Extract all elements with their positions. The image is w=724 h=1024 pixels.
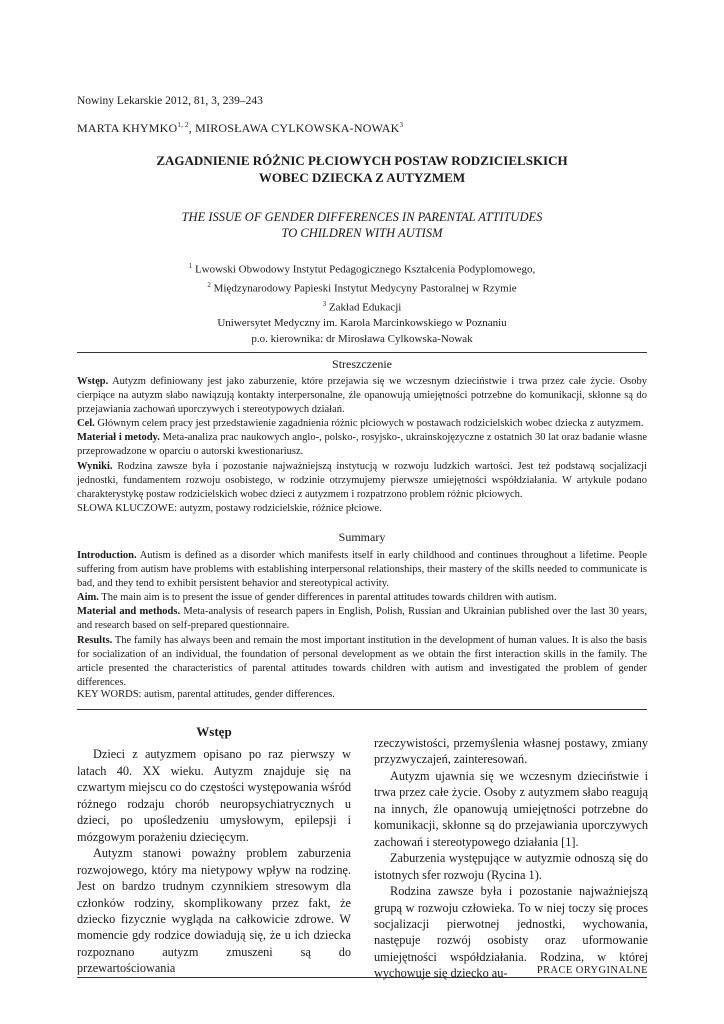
summary-aim (77, 591, 647, 605)
key-words: KEY WORDS: autism, parental attitudes, gender differences. (77, 689, 335, 700)
summary-introduction (77, 549, 647, 591)
affiliation-2-marker: 2 (207, 281, 211, 290)
summary-results-text: The family has always been and remain the most important institution in the development of human values. It is also the basis for socialization of an individual, the foundation of personal development as we obtain the first interaction skills in the family. The article presented the characteristics of parental attitudes towards children with autism and investigated the problem of gender differences. (77, 634, 647, 688)
summary-introduction-label: Introduction. (77, 550, 137, 561)
streszczenie-body (77, 375, 647, 502)
body-paragraph: Zaburzenia występujące w autyzmie odnoszą się do istotnych sfer rozwoju (Rycina 1). (374, 851, 648, 882)
slowa-kluczowe: SŁOWA KLUCZOWE: autyzm, postawy rodzicielskie, różnice płciowe. (77, 503, 382, 514)
divider-top (77, 352, 647, 353)
affiliation-3-text: Zakład Edukacji (326, 301, 402, 314)
streszczenie-wstep-label: Wstęp. (77, 376, 109, 387)
affiliation-2-text: Międzynarodowy Papieski Instytut Medycyny Pastoralnej w Rzymie (210, 282, 517, 295)
streszczenie-cel-label: Cel. (77, 418, 95, 430)
author-2: MIROSŁAWA CYLKOWSKA-NOWAK (195, 121, 400, 135)
title-polish (77, 152, 647, 186)
streszczenie-wstep-text: Autyzm definiowany jest jako zaburzenie, które przejawia się we wczesnym dzieciństwie i trwa przez całe życie. Osoby cierpiące na autyzm słabo nawiązują kontakty interpersonalne, źle opanowują umiejętności potrzebne do komunikacji, skłonne są do przejawiania zachowań uporczywych i stereotypowych działań. (77, 376, 647, 416)
section-heading-wstep: Wstęp (196, 724, 232, 739)
affiliation-3 (77, 297, 647, 316)
streszczenie-heading: Streszczenie (332, 357, 392, 371)
body-paragraph: Autyzm ujawnia się we wczesnym dzieciństwie i trwa przez całe życie. Osoby z autyzmem słabo reagują na innych, źle opanowują umiejętności potrzebne do komunikacji, skłonne są do przejawiania uporczywych zachowań i stereotypowego działania [1]. (374, 768, 648, 849)
streszczenie-cel (77, 417, 647, 431)
affiliation-1 (77, 259, 647, 278)
title-polish-line-1: ZAGADNIENIE RÓŻNIC PŁCIOWYCH POSTAW RODZICIELSKICH (156, 153, 568, 168)
affiliation-1-marker: 1 (188, 262, 193, 270)
title-english (77, 209, 647, 241)
author-1-affiliation-marker: 1, 2 (177, 121, 189, 129)
body-column-right (374, 735, 648, 982)
body-paragraph: Autyzm stanowi poważny problem zaburzenia rozwojowego, który ma nietypowy wpływ na rodzinę. Jest on bardzo trudnym czynnikiem stresowym dla członków rodziny, skomplikowany przez fakt, że dziecko fizycznie wygląda na całkowicie zdrowe. W momencie gdy rodzice dowiadują się, że u ich dziecka rozpoznano autyzm zmuszeni są do przewartościowania (77, 846, 351, 976)
summary-aim-text: The main aim is to present the issue of gender differences in parental attitudes towards children with autism. (98, 592, 557, 604)
author-2-affiliation-marker: 3 (399, 121, 404, 129)
summary-methods-label: Material and methods. (77, 606, 181, 618)
body-column-left (77, 724, 351, 977)
streszczenie-material (77, 431, 647, 459)
streszczenie-wyniki-label: Wyniki. (77, 460, 113, 472)
summary-results-label: Results. (77, 634, 113, 646)
body-paragraph: Rodzina zawsze była i pozostanie najważniejszą grupą w rozwoju człowieka. To w niej toczy się proces socjalizacji pierwotnej jednostki, wychowania, następuje rozwój osobisty oraz uformowanie umiejętności współdziałania. Rodzina, w której wychowuje się dziecko au- (374, 884, 648, 981)
journal-reference: Nowiny Lekarskie 2012, 81, 3, 239–243 (77, 95, 263, 107)
streszczenie-wyniki-text: Rodzina zawsze była i pozostanie najważniejszą instytucją w rozwoju ludzkich wartości. Jest też podstawą socjalizacji jednostki, fundamentem rozwoju osobistego, w rodzinie otrzymujemy pierwsze umiejętności współdziałania. W artykule podano charakterystykę postaw rodzicielskich wobec dzieci z autyzmem i rozpatrzono problem różnic płciowych. (77, 460, 647, 500)
title-english-line-2: TO CHILDREN WITH AUTISM (281, 226, 443, 240)
title-polish-line-2: WOBEC DZIECKA Z AUTYZMEM (258, 170, 466, 185)
authors-line (77, 121, 403, 136)
summary-methods (77, 605, 647, 633)
body-paragraph: Dzieci z autyzmem opisano po raz pierwszy w latach 40. XX wieku. Autyzm znajduje się na czwartym miejscu co do częstości występowania wśród różnego rodzaju chorób neuropsychiatrycznych u dzieci, po upośledzeniu umysłowym, epilepsji i mózgowym porażeniu dziecięcym. (77, 747, 351, 844)
streszczenie-cel-text: Głównym celem pracy jest przedstawienie zagadnienia różnic płciowych w postawach rodzicielskich wobec dziecka z autyzmem. (94, 418, 644, 430)
streszczenie-material-text: Meta-analiza prac naukowych anglo-, polsko-, rosyjsko-, ukrainskojęzyczne z ostatnich 30 lat oraz badanie własne przeprowadzone w oparciu o autorski kwestionariusz. (77, 432, 647, 458)
title-english-line-1: THE ISSUE OF GENDER DIFFERENCES IN PARENTAL ATTITUDES (181, 210, 543, 224)
summary-results (77, 634, 647, 690)
affiliation-1-text: Lwowski Obwodowy Instytut Pedagogicznego Kształcenia Podyplomowego, (192, 263, 536, 276)
affiliation-3-marker: 3 (322, 300, 327, 309)
section-label-footer: PRACE ORYGINALNE (536, 965, 648, 976)
summary-aim-label: Aim. (77, 592, 99, 604)
summary-introduction-text: Autism is defined as a disorder which manifests itself in early childhood and continues throughout a lifetime. People suffering from autism have problems with establishing interpersonal relationships, their mastery of the skills needed to communicate is bad, and they tend to exhibit persistent behavior and stereotypical activity. (77, 550, 647, 590)
affiliations (77, 259, 647, 347)
summary-heading: Summary (338, 530, 386, 544)
body-paragraph: rzeczywistości, przemyślenia własnej postawy, zmiany przyzwyczajeń, zainteresowań. (374, 736, 648, 767)
author-1: MARTA KHYMKO (77, 121, 178, 135)
affiliation-head: p.o. kierownika: dr Mirosława Cylkowska-Nowak (251, 332, 473, 345)
streszczenie-wstep (77, 375, 647, 417)
footer-rule (77, 977, 647, 978)
streszczenie-wyniki (77, 460, 647, 502)
summary-methods-text: Meta-analysis of research papers in English, Polish, Russian and Ukrainian published over the last 30 years, and research based on self-prepared questionnaire. (77, 606, 647, 632)
affiliation-university: Uniwersytet Medyczny im. Karola Marcinkowskiego w Poznaniu (217, 317, 507, 330)
author-separator: , (188, 121, 196, 135)
summary-body (77, 549, 647, 690)
affiliation-2 (77, 278, 647, 297)
divider-bottom (77, 709, 647, 710)
streszczenie-material-label: Materiał i metody. (77, 432, 160, 444)
